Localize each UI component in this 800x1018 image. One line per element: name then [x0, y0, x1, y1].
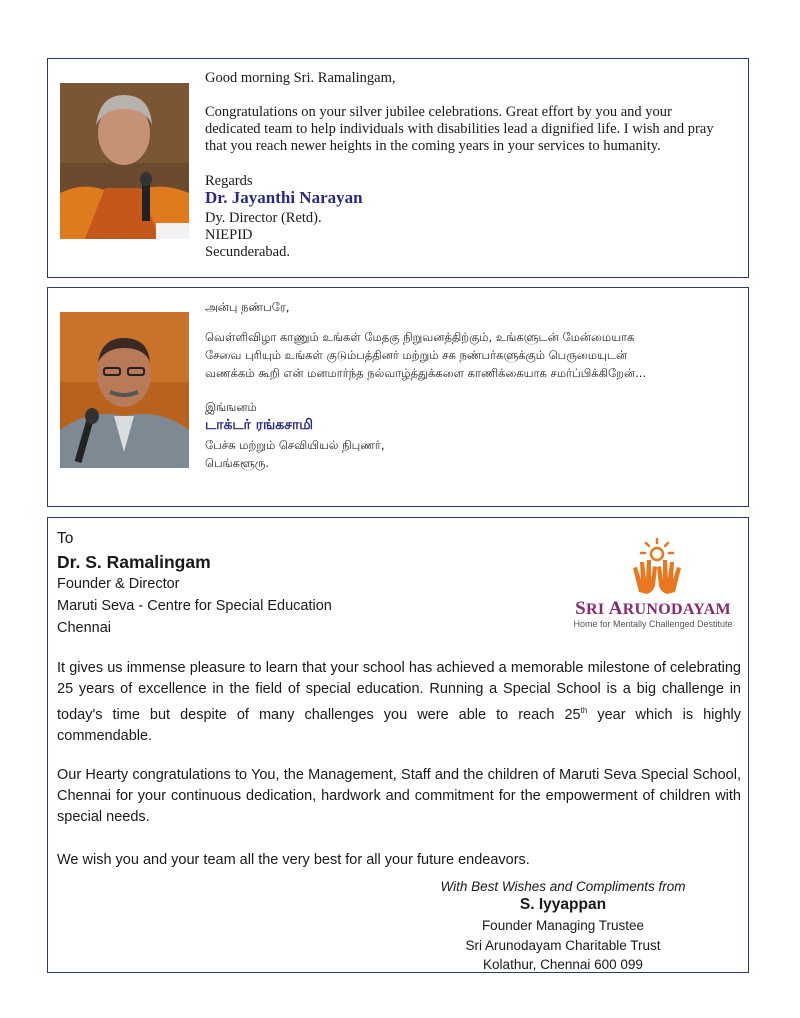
closing: Regards: [205, 173, 253, 189]
logo-title: SRI ARUNODAYAM: [575, 598, 731, 619]
message-line: Congratulations on your silver jubilee celebrations. Great effort by you and your: [205, 104, 672, 120]
portrait-photo-rangasamy: [60, 312, 189, 468]
message-line: வணக்கம் கூறி என் மனமார்ந்த நல்வாழ்த்துக்களை காணிக்கையாக சமர்ப்பிக்கிறேன்...: [205, 366, 647, 380]
message-body: [205, 104, 737, 154]
message-line: that you reach newer heights in the coming years in your services to humanity.: [205, 137, 661, 154]
address-line: Maruti Seva - Centre for Special Education: [57, 598, 332, 614]
portrait-photo-jayanthi: [60, 83, 189, 239]
message-line: dedicated team to help individuals with disabilities lead a dignified life. I wish and pray: [205, 120, 714, 137]
address-line: Founder & Director: [57, 576, 180, 592]
address-line: Chennai: [57, 620, 112, 636]
sender-title: பேச்சு மற்றும் செவியியல் நிபுணர்,: [205, 438, 385, 452]
sender-title: Dy. Director (Retd).: [205, 210, 322, 226]
hands-sun-icon: [567, 536, 747, 598]
sender-name: Dr. Jayanthi Narayan: [205, 188, 363, 207]
message-line: சேவை புரியும் உங்கள் குடும்பத்தினர் மற்றும் சக நண்பர்களுக்கும் பெருமையுடன்: [205, 348, 628, 362]
sri-arunodayam-logo: [567, 536, 747, 629]
closing: இங்ஙனம்: [205, 400, 257, 414]
sender-name: டாக்டர் ரங்கசாமி: [205, 417, 314, 433]
body-paragraph-1: It gives us immense pleasure to learn that your school has achieved a memorable milestone of celebrating 25 years of excellence in the field of special education. Running a Special School is a big challenge in today's time but despite of many challenges you were able to reach 25th year which is highly commendable.: [57, 660, 742, 744]
message-body: [205, 328, 740, 382]
to-label: To: [57, 530, 74, 547]
signatory-line: Sri Arunodayam Charitable Trust: [465, 937, 661, 953]
letter-card-rangasamy: [47, 287, 749, 507]
logo-subtitle: Home for Mentally Challenged Destitute: [573, 619, 733, 629]
signatory-name: S. Iyyappan: [519, 896, 607, 913]
signatory-line: Kolathur, Chennai 600 099: [483, 957, 643, 972]
signatory-details: [403, 916, 723, 975]
recipient-name: Dr. S. Ramalingam: [57, 552, 211, 572]
recipient-address: [57, 573, 332, 639]
sign-intro: With Best Wishes and Compliments from: [440, 879, 686, 894]
greeting: அன்பு நண்பரே,: [205, 300, 290, 314]
body-paragraph-2: Our Hearty congratulations to You, the Management, Staff and the children of Maruti Seva Special School, Chennai for your continuous dedication, hardwork and commitment for the empowerment of children with special needs.: [57, 767, 741, 825]
sender-city: பெங்களூரு.: [205, 456, 270, 470]
message-line: வெள்ளிவிழா காணும் உங்கள் மேதகு நிறுவனத்திற்கும், உங்களுடன் மேன்மையாக: [205, 330, 635, 344]
signatory-line: Founder Managing Trustee: [481, 918, 645, 933]
sender-city: Secunderabad.: [205, 244, 290, 260]
body-paragraph-3: We wish you and your team all the very best for all your future endeavors.: [57, 852, 530, 868]
sender-org: NIEPID: [205, 227, 253, 243]
letter-card-jayanthi: [47, 58, 749, 278]
greeting: Good morning Sri. Ramalingam,: [205, 70, 396, 86]
letter-card-arunodayam: [47, 517, 749, 973]
